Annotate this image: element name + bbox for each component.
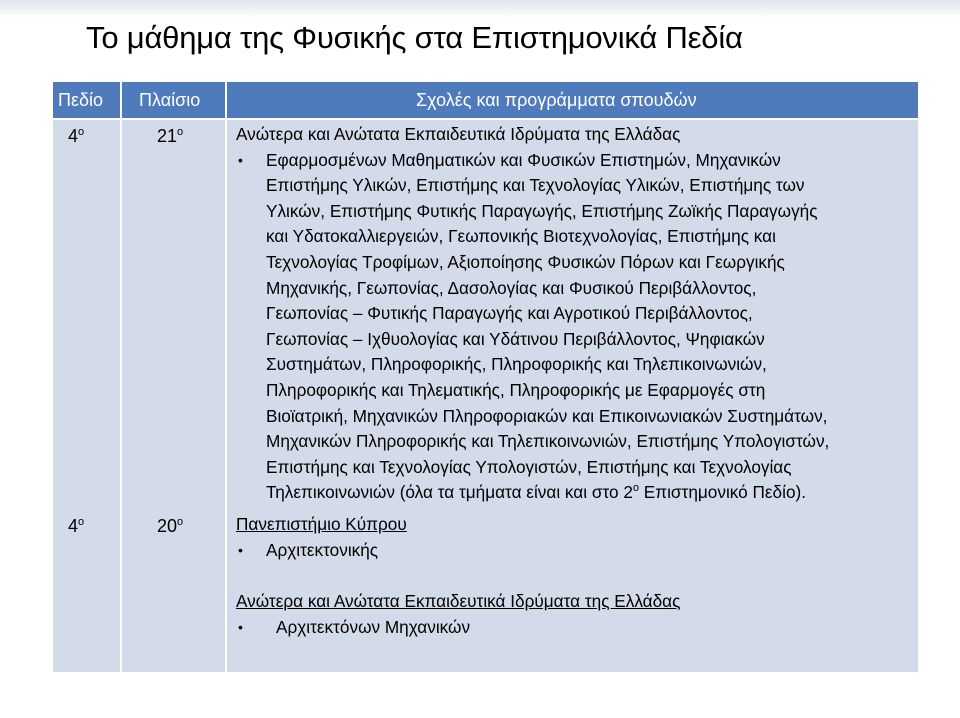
header-frame: Πλαίσιο — [139, 90, 201, 110]
header-programs: Σχολές και προγράμματα σπουδών — [416, 90, 697, 110]
program-line: Γεωπονίας – Ιχθυολογίας και Υδάτινου Περιβάλλοντος, Ψηφιακών — [266, 328, 765, 349]
program-line: Αρχιτεκτονικής — [266, 539, 379, 560]
column-divider — [120, 82, 122, 672]
program-line: Βιοϊατρική, Μηχανικών Πληροφοριακών και Επικοινωνιακών Συστημάτων, — [266, 405, 828, 426]
bullet-icon: • — [238, 618, 243, 635]
row2-institution-2: Ανώτερα και Ανώτατα Εκπαιδευτικά Ιδρύματα της Ελλάδας — [236, 591, 681, 612]
program-line: Μηχανικών Πληροφορικής και Τηλεπικοινωνιών, Επιστήμης Υπολογιστών, — [266, 431, 830, 452]
bullet-icon: • — [238, 151, 243, 168]
program-line: Υλικών, Επιστήμης Φυτικής Παραγωγής, Επιστήμης Ζωϊκής Παραγωγής — [266, 200, 818, 221]
page-title: Το μάθημα της Φυσικής στα Επιστημονικά Πεδία — [86, 20, 743, 55]
row2-program-item-2 — [236, 615, 916, 641]
header-divider — [53, 118, 918, 120]
row2-programs — [236, 512, 916, 640]
program-line: Πληροφορικής και Τηλεματικής, Πληροφορικής με Εφαρμογές στη — [266, 379, 766, 400]
program-line: Γεωπονίας – Φυτικής Παραγωγής και Αγροτικού Περιβάλλοντος, — [266, 303, 753, 324]
row1-frame: $21^o$ — [157, 126, 184, 146]
top-decoration — [0, 0, 960, 18]
row2-program-item — [236, 538, 916, 564]
program-line: Συστημάτων, Πληροφορικής, Πληροφορικής και Τηλεπικοινωνιών, — [266, 354, 767, 375]
row1-institution: Ανώτερα και Ανώτατα Εκπαιδευτικά Ιδρύματα της Ελλάδας — [236, 124, 681, 144]
program-line: Αρχιτεκτόνων Μηχανικών — [276, 616, 471, 637]
column-divider — [225, 82, 227, 672]
program-line-last: Τηλεπικοινωνιών (όλα τα τμήματα είναι και στο $2^o$ Επιστημονικό Πεδίο). — [266, 482, 806, 503]
program-line: Μηχανικής, Γεωπονίας, Δασολογίας και Φυσικού Περιβάλλοντος, — [266, 277, 757, 298]
program-line: Εφαρμοσμένων Μαθηματικών και Φυσικών Επιστημών, Μηχανικών — [266, 149, 781, 170]
fields-table — [53, 82, 918, 672]
program-line: Τεχνολογίας Τροφίμων, Αξιοποίησης Φυσικών Πόρων και Γεωργικής — [266, 251, 785, 272]
row1-field: $4^o$ — [68, 126, 85, 146]
row1-programs — [236, 122, 916, 506]
header-field: Πεδίο — [58, 90, 104, 110]
program-line: και Υδατοκαλλιεργειών, Γεωπονικής Βιοτεχνολογίας, Επιστήμης και — [266, 226, 776, 247]
program-line: Επιστήμης Υλικών, Επιστήμης και Τεχνολογίας Υλικών, Επιστήμης των — [266, 175, 805, 196]
row2-institution: Πανεπιστήμιο Κύπρου — [236, 514, 407, 534]
row2-frame: $20^o$ — [157, 516, 184, 536]
bullet-icon: • — [238, 541, 243, 558]
row1-program-list — [236, 148, 916, 506]
program-line: Επιστήμης και Τεχνολογίας Υπολογιστών, Επιστήμης και Τεχνολογίας — [266, 456, 792, 477]
row2-field: $4^o$ — [68, 516, 85, 536]
